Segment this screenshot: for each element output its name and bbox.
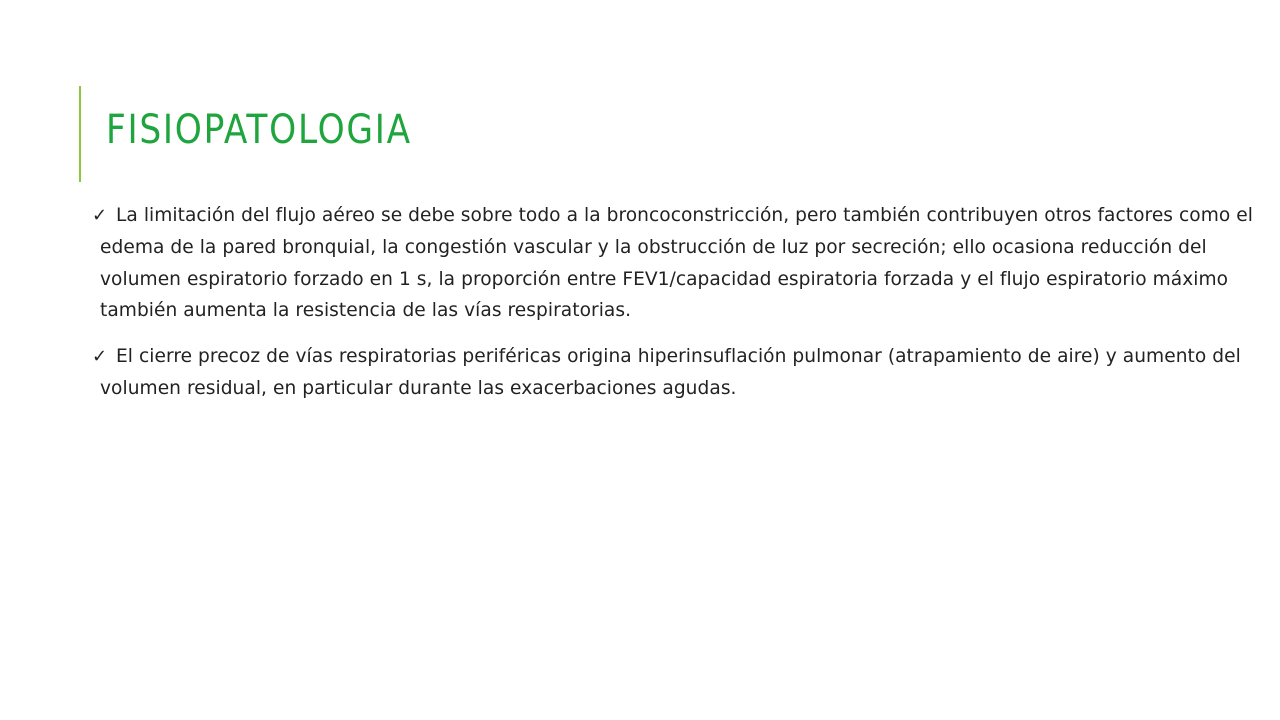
checkmark-icon: ✓ <box>92 346 108 368</box>
bullet-item <box>92 200 1256 327</box>
bullet-item <box>92 341 1256 405</box>
title-accent-bar <box>79 86 81 182</box>
checkmark-icon: ✓ <box>92 205 108 226</box>
bullet-text: El cierre precoz de vías respiratorias periféricas origina hiperinsuflación pulmonar (atrapamiento de aire) y aumento del volumen residual, en particular durante las exacerbaciones agudas. <box>100 346 1241 399</box>
bullet-text: La limitación del flujo aéreo se debe sobre todo a la broncoconstricción, pero también contribuyen otros factores como el edema de la pared bronquial, la congestión vascular y la obstrucción de luz por secreción; ello ocasiona reducción del volumen espiratorio forzado en 1 s, la proporción entre FEV1/capacidad espiratoria forzada y el flujo espiratorio máximo también aumenta la resistencia de las vías respiratorias. <box>100 205 1253 322</box>
slide-title: FISIOPATOLOGIA <box>106 107 412 153</box>
bullet-list <box>92 200 1256 419</box>
